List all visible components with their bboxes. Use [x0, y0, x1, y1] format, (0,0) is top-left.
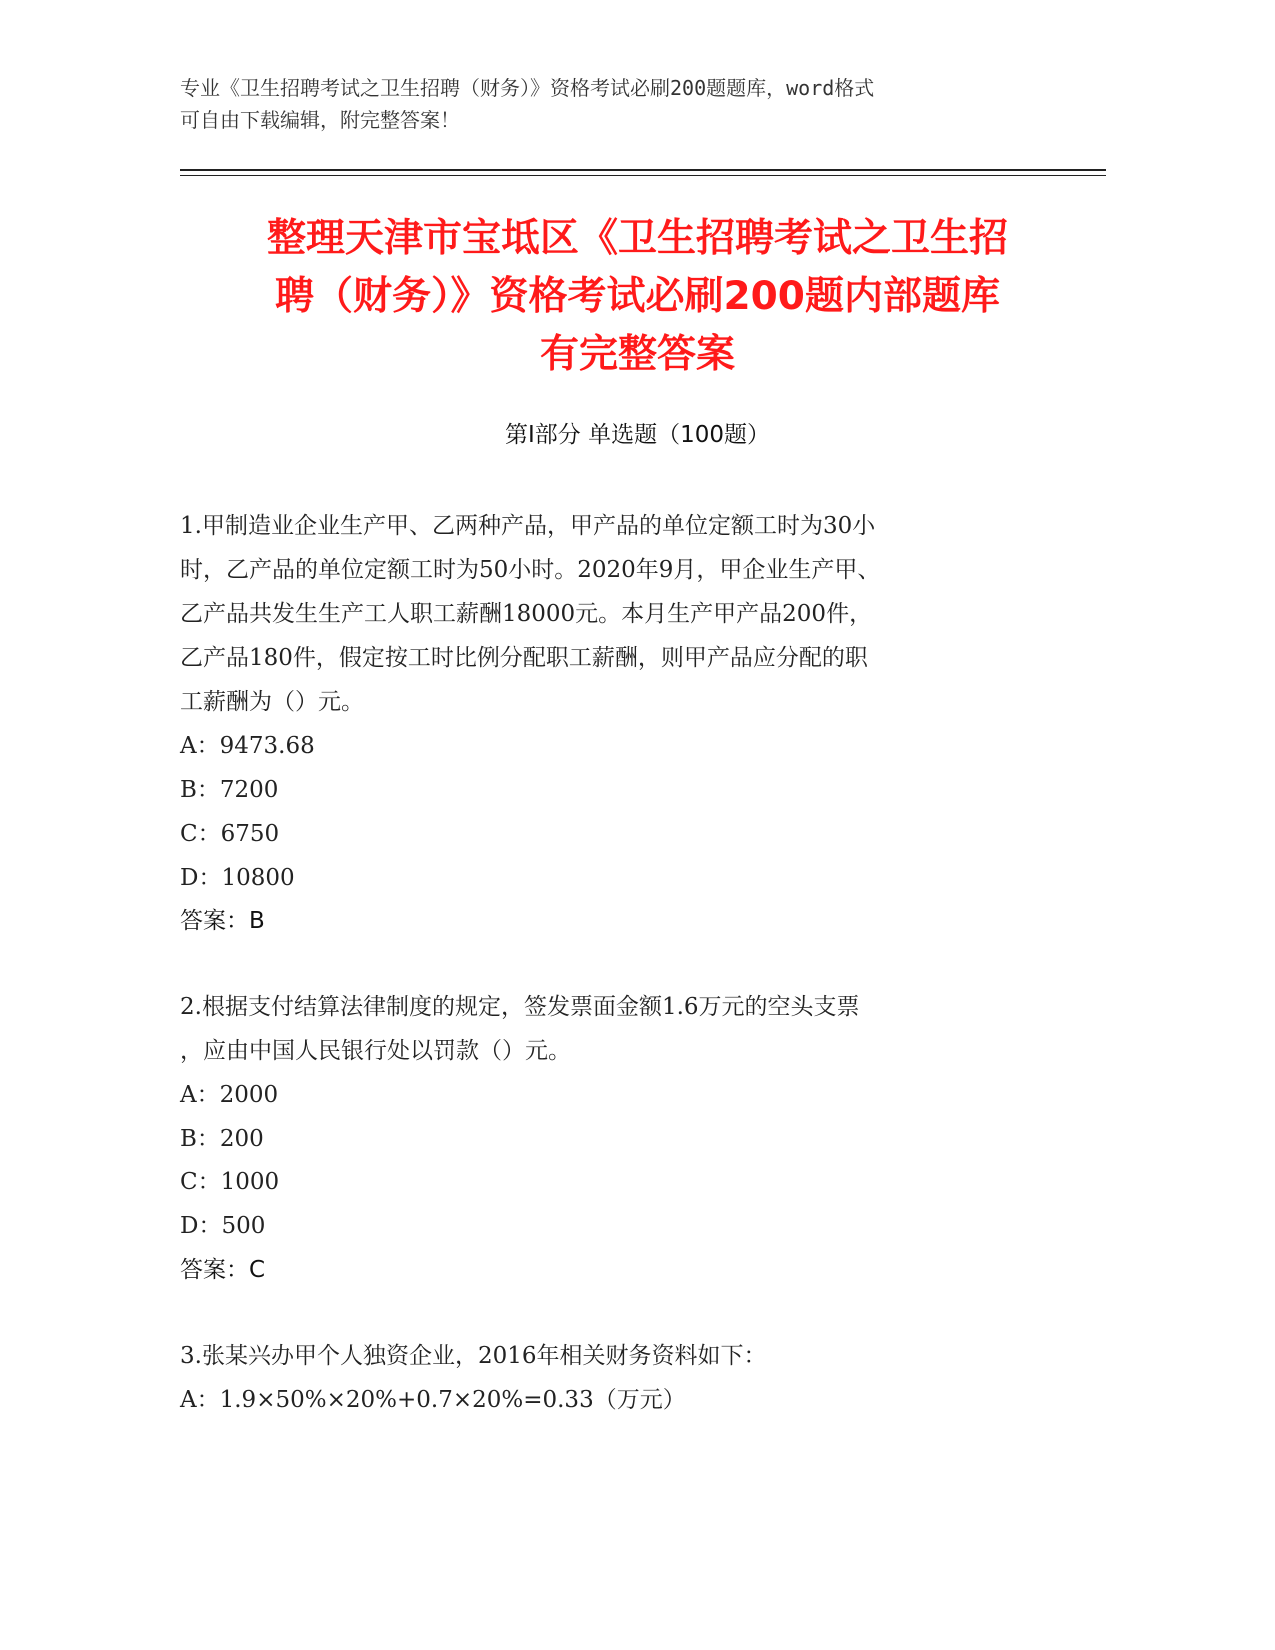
question-2-option-a: A：2000: [180, 1082, 279, 1108]
question-3-text-line: 3.张某兴办甲个人独资企业，2016年相关财务资料如下：: [180, 1343, 767, 1369]
header-note: [180, 72, 1030, 136]
question-2-text-line: 2.根据支付结算法律制度的规定，签发票面金额1.6万元的空头支票: [180, 994, 860, 1020]
question-1-text-line: 时，乙产品的单位定额工时为50小时。2020年9月，甲企业生产甲、: [180, 557, 881, 583]
question-2-option-b: B：200: [180, 1126, 264, 1152]
document-title-line: 聘（财务）》资格考试必刷200题内部题库: [275, 274, 1000, 319]
question-1-text-line: 乙产品180件，假定按工时比例分配职工薪酬，则甲产品应分配的职: [180, 645, 868, 671]
question-2-option-c: C：1000: [180, 1169, 280, 1195]
question-3-option-a: A：1.9×50%×20%+0.7×20%=0.33（万元）: [180, 1387, 686, 1413]
question-1-answer: 答案：B: [180, 908, 265, 934]
header-divider-thin: [180, 175, 1106, 176]
header-divider-thick: [180, 169, 1106, 171]
question-1-text-line: 1.甲制造业企业生产甲、乙两种产品，甲产品的单位定额工时为30小: [180, 513, 876, 539]
question-1-option-b: B：7200: [180, 777, 279, 803]
question-1-option-c: C：6750: [180, 821, 280, 847]
header-note-line: 可自由下载编辑，附完整答案！: [180, 108, 460, 132]
question-2-answer: 答案：C: [180, 1257, 266, 1283]
question-1-option-d: D：10800: [180, 865, 295, 891]
header-note-line: 专业《卫生招聘考试之卫生招聘（财务）》资格考试必刷200题题库，word格式: [180, 76, 875, 100]
question-1-text-line: 乙产品共发生生产工人职工薪酬18000元。本月生产甲产品200件，: [180, 601, 873, 627]
question-2-text-line: ，应由中国人民银行处以罚款（）元。: [180, 1038, 571, 1064]
question-1-option-a: A：9473.68: [180, 733, 315, 759]
question-2-option-d: D：500: [180, 1213, 266, 1239]
document-title-line: 有完整答案: [539, 332, 735, 377]
document-title: [130, 210, 1145, 384]
document-title-line: 整理天津市宝坻区《卫生招聘考试之卫生招: [266, 216, 1008, 261]
question-1-text-line: 工薪酬为（）元。: [180, 689, 364, 715]
section-heading: 第Ⅰ部分 单选题（100题）: [505, 422, 770, 448]
